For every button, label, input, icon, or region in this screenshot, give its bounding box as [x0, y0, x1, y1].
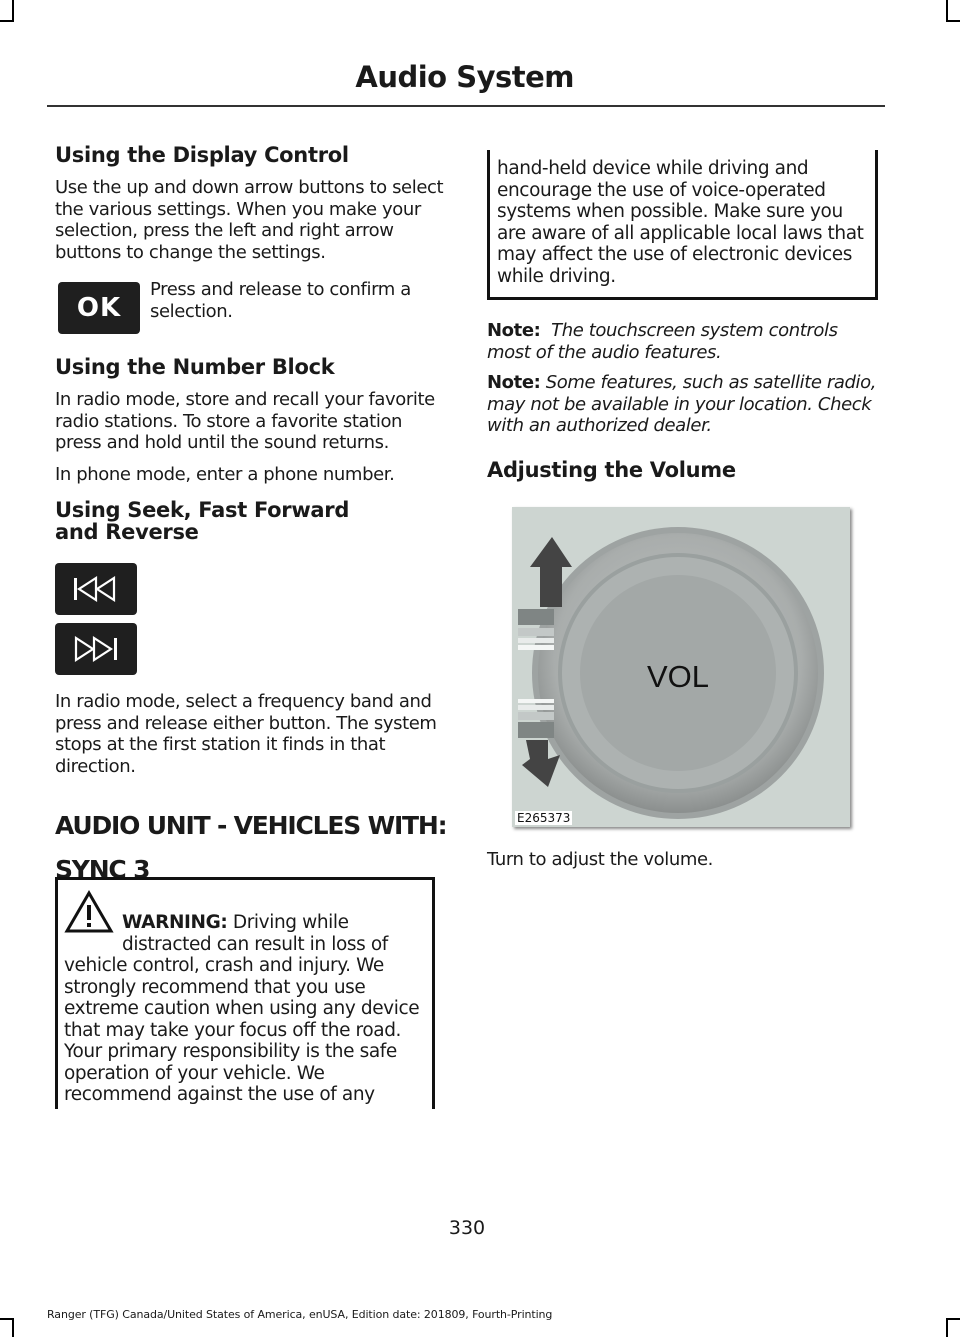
seek-icons	[55, 563, 448, 675]
note-text: Some features, such as satellite radio, may not be available in your location. Check with an authorized dealer.	[487, 372, 877, 436]
heading-display-control: Using the Display Control	[55, 143, 349, 167]
number-block-body-1: In radio mode, store and recall your favorite radio stations. To store a favorite station press and hold until the sound returns.	[55, 389, 435, 453]
note-touchscreen	[487, 320, 880, 363]
crop-mark	[0, 20, 14, 22]
volume-knob-label: VOL	[647, 658, 710, 694]
section-title-line2: SYNC 3	[55, 855, 150, 884]
warning-label: WARNING:	[122, 912, 228, 933]
seek-body: In radio mode, select a frequency band and press and release either button. The system stops at the first station it finds in that direction.	[55, 691, 437, 777]
heading-seek: Using Seek, Fast Forward and Reverse	[55, 498, 350, 544]
note-label: Note:	[487, 372, 541, 393]
display-control-body: Use the up and down arrow buttons to select the various settings. When you make your selection, press the left and right arrow buttons to change the settings.	[55, 177, 444, 263]
seek-back-icon	[55, 563, 137, 615]
ok-label: OK	[76, 293, 122, 323]
seek-forward-icon	[55, 623, 137, 675]
note-text: The touchscreen system controls most of the audio features.	[487, 320, 838, 363]
warning-text: Driving while distracted can result in loss of vehicle control, crash and injury. We strongly recommend that you use extreme caution when using any device that may take your focus off the road. Your primary responsibility is the safe operation of your vehicle. We recommend against the use of any	[64, 912, 420, 1105]
warning-box-continued	[487, 150, 878, 300]
heading-volume: Adjusting the Volume	[487, 457, 736, 482]
note-label: Note:	[487, 320, 541, 341]
crop-mark	[12, 0, 14, 22]
crop-mark	[946, 0, 948, 22]
left-column	[55, 144, 448, 885]
heading-number-block: Using the Number Block	[55, 355, 335, 379]
crop-mark	[946, 1318, 960, 1320]
section-title-line1: AUDIO UNIT - VEHICLES WITH:	[55, 811, 447, 840]
page-title: Audio System	[355, 60, 574, 94]
note-features	[487, 372, 880, 437]
ok-description: Press and release to confirm a selection.	[150, 279, 411, 322]
crop-mark	[946, 1318, 948, 1337]
volume-caption: Turn to adjust the volume.	[487, 848, 713, 870]
warning-continued-text: hand-held device while driving and encourage the use of voice-operated systems when possible. Make sure you are aware of all applicable local laws that may affect the use of electronic devices while driving.	[497, 158, 864, 287]
warning-box	[55, 877, 435, 1109]
number-block-body-2: In phone mode, enter a phone number.	[55, 463, 395, 485]
crop-mark	[0, 1318, 14, 1320]
footer-edition: Ranger (TFG) Canada/United States of America, enUSA, Edition date: 201809, Fourth-Printing	[47, 1308, 553, 1321]
ok-button-row	[55, 279, 448, 334]
page-number: 330	[448, 1217, 486, 1239]
ok-button-icon	[58, 282, 140, 334]
volume-knob-figure	[512, 507, 850, 827]
figure-code: E265373	[517, 810, 571, 825]
crop-mark	[946, 20, 960, 22]
crop-mark	[12, 1318, 14, 1337]
right-column	[487, 150, 880, 880]
warning-triangle-icon	[64, 890, 114, 934]
header-divider	[47, 105, 885, 107]
